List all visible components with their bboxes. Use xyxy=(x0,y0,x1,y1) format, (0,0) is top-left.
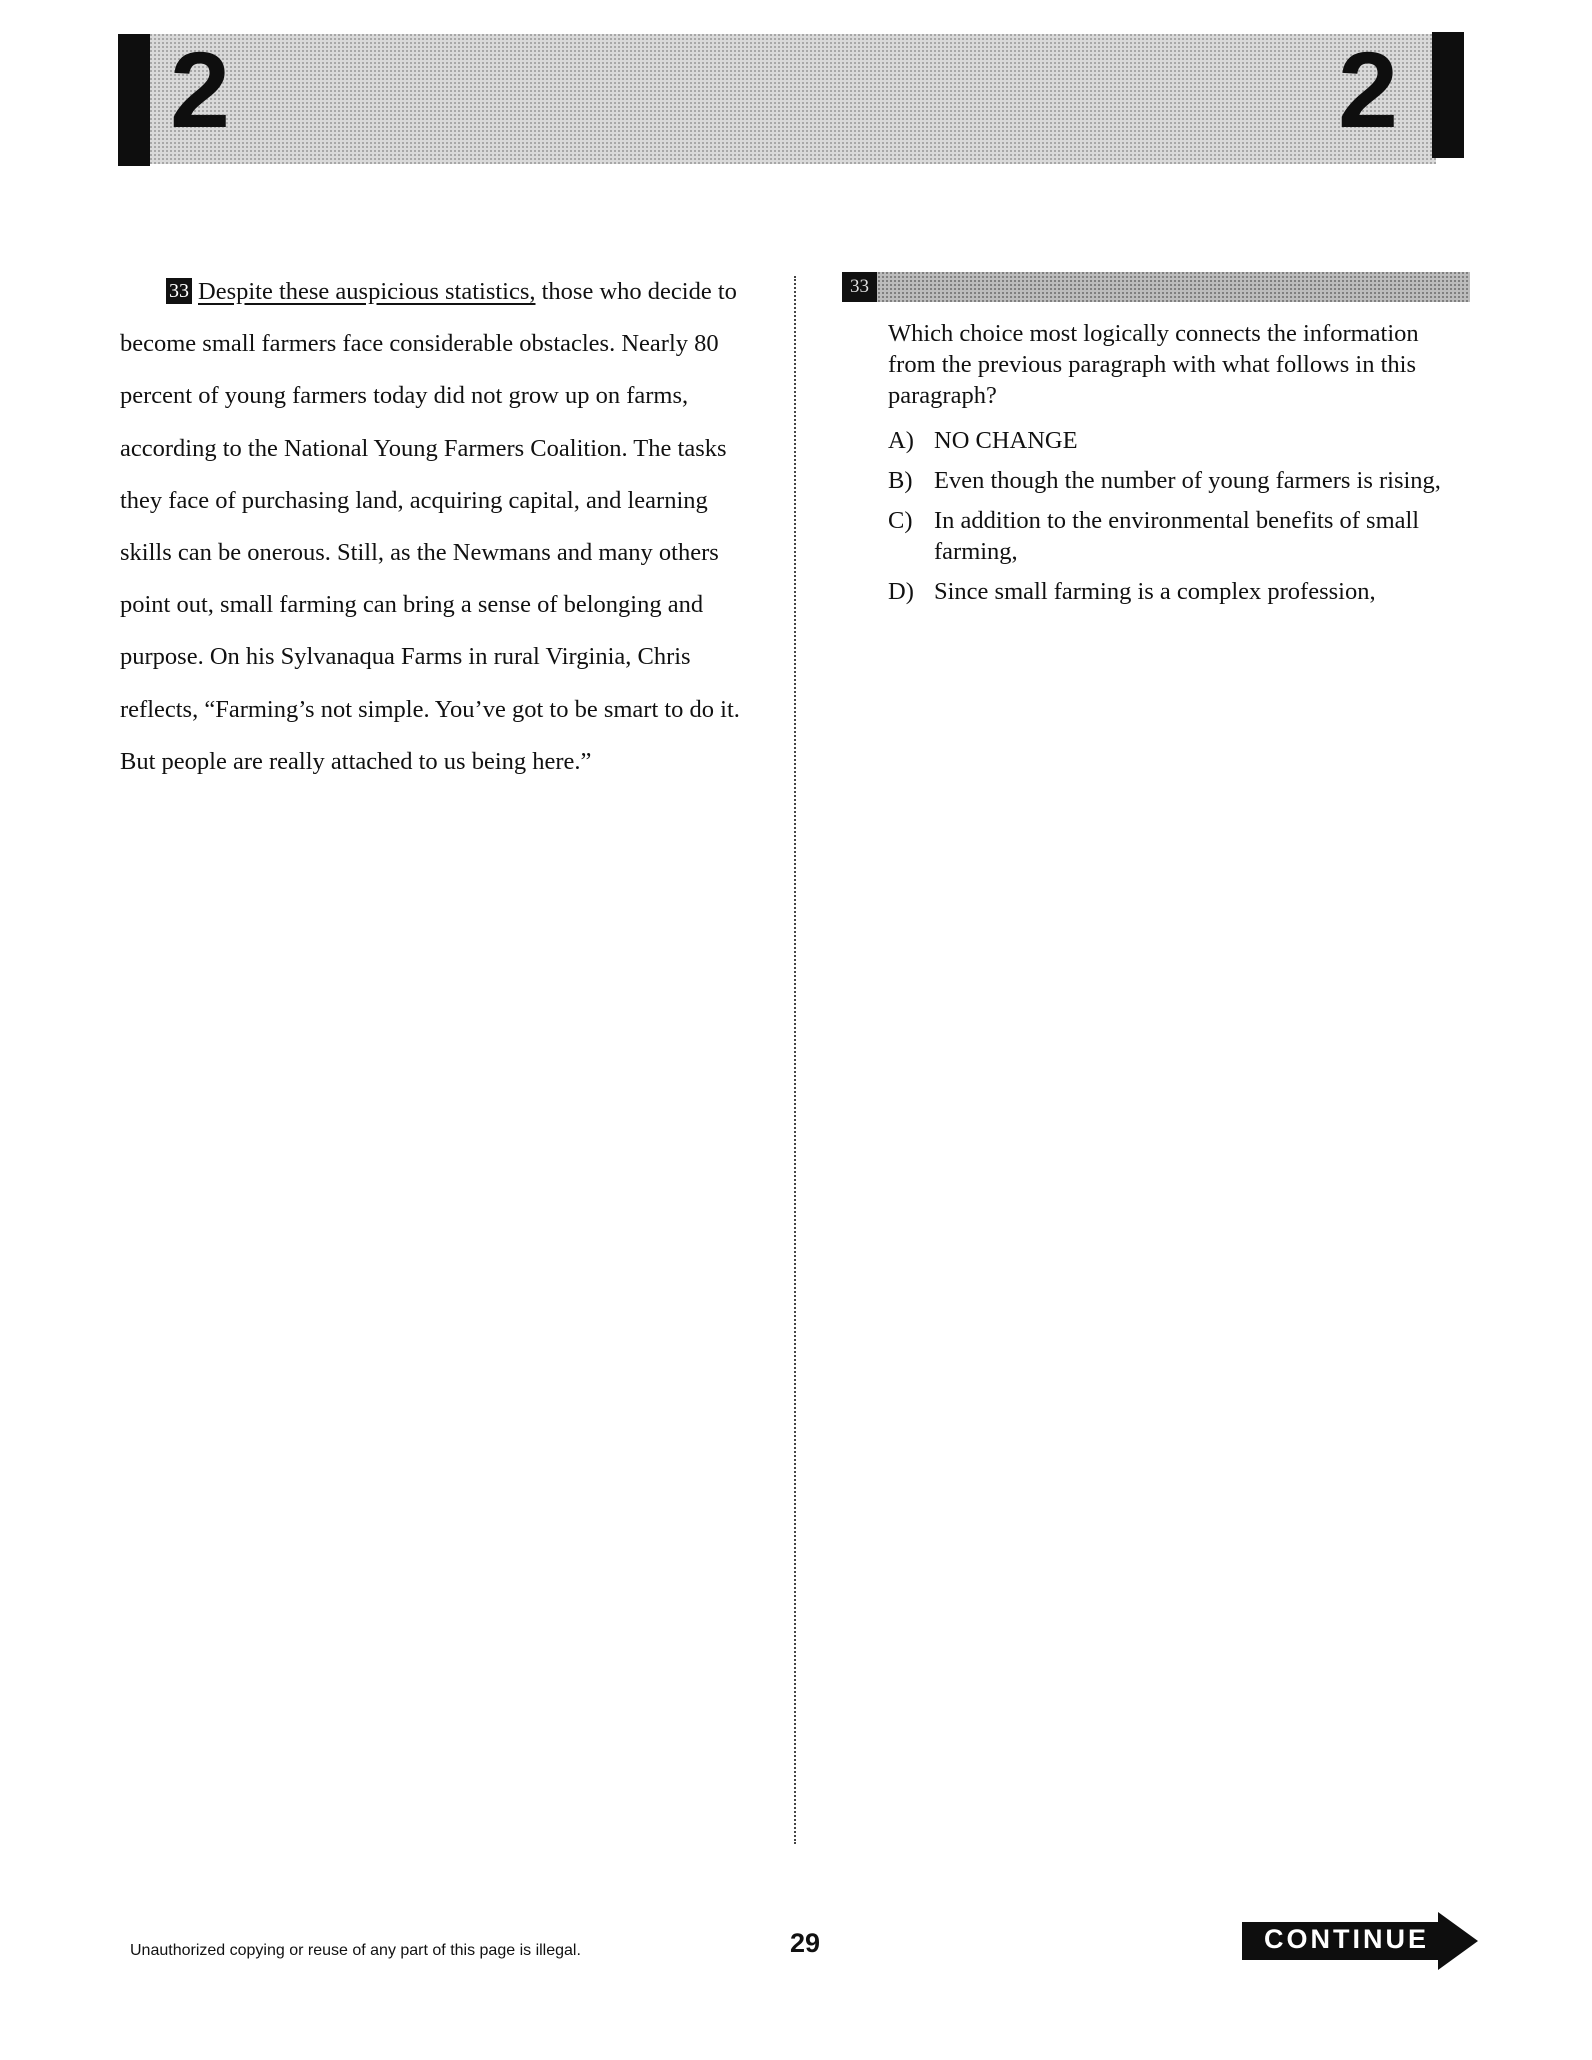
passage-column xyxy=(120,266,760,788)
copyright-notice: Unauthorized copying or reuse of any part of this page is illegal. xyxy=(130,1942,581,1959)
answer-choice-d xyxy=(888,576,1468,607)
section-header-right-bar xyxy=(1432,32,1464,158)
choice-letter: C) xyxy=(888,507,913,534)
choice-text: NO CHANGE xyxy=(934,427,1078,454)
choice-text: Even though the number of young farmers is rising, xyxy=(934,467,1441,494)
choice-letter: B) xyxy=(888,467,913,494)
column-divider xyxy=(794,276,796,1844)
passage-paragraph xyxy=(120,266,760,788)
passage-question-marker: 33 xyxy=(166,278,192,304)
answer-choice-b xyxy=(888,465,1468,496)
choice-text: Since small farming is a complex profession, xyxy=(934,578,1376,605)
answer-choice-a xyxy=(888,425,1468,456)
choice-letter: A) xyxy=(888,427,914,454)
continue-arrow xyxy=(1242,1912,1478,1970)
passage-text: those who decide to become small farmers face considerable obstacles. Nearly 80 percent of young farmers today did not grow up on farms, according to the National Young Farmers Coalition. The tasks they face of purchasing land, acquiring capital, and learning skills can be onerous. Still, as the Newmans and many others point out, small farming can bring a sense of belonging and purpose. On his Sylvanaqua Farms in rural Virginia, Chris reflects, “Farming’s not simple. You’ve got to be smart to do it. But people are really attached to us being here.” xyxy=(120,278,740,775)
section-header-left-bar xyxy=(118,34,150,166)
section-number-left: 2 xyxy=(170,29,231,150)
question-number: 33 xyxy=(842,272,877,302)
choice-letter: D) xyxy=(888,578,914,605)
section-header-band xyxy=(118,29,1436,164)
question-stem: Which choice most logically connects the information from the previous paragraph with what follows in this paragraph? xyxy=(888,320,1419,409)
answer-choice-c xyxy=(888,505,1468,567)
choice-text: In addition to the environmental benefits of small farming, xyxy=(934,507,1420,565)
question-block xyxy=(888,318,1468,616)
section-number-right: 2 xyxy=(1338,29,1399,150)
passage-underlined-text: Despite these auspicious statistics, xyxy=(198,278,536,305)
page-number: 29 xyxy=(790,1928,821,1958)
question-header-bar xyxy=(842,272,1470,302)
continue-label: CONTINUE xyxy=(1264,1924,1429,1954)
